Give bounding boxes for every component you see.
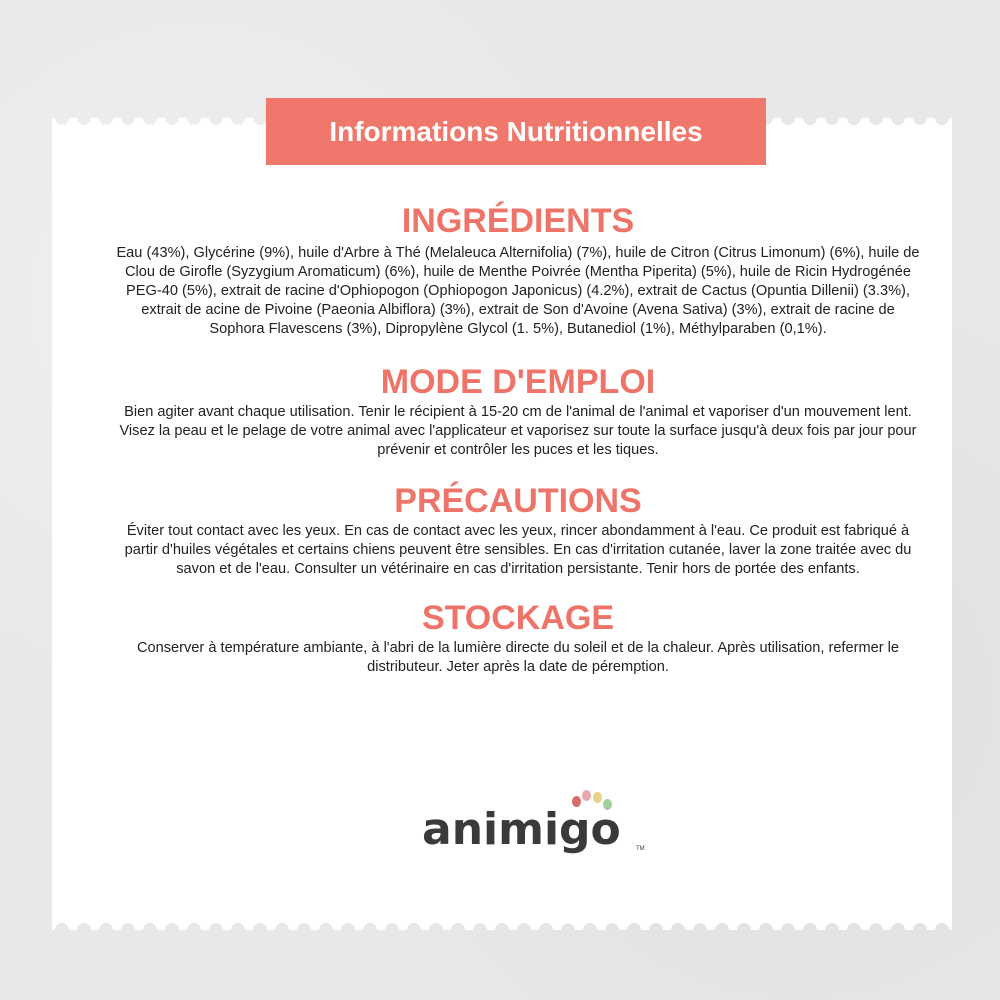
banner-title: Informations Nutritionnelles xyxy=(329,115,703,147)
usage-heading: MODE D'EMPLOI xyxy=(380,363,656,401)
title-banner xyxy=(266,98,766,165)
logo-wordmark: animigo xyxy=(422,804,621,855)
storage-text: Conserver à température ambiante, à l'abri de la lumière directe du soleil et de la chaleur. Après utilisation, refermer le distributeur. Jeter après la date de péremption. xyxy=(136,640,900,675)
info-content xyxy=(108,200,928,677)
ingredients-text: Eau (43%), Glycérine (9%), huile d'Arbre à Thé (Melaleuca Alternifolia) (7%), huile de Citron (Citrus Limonum) (6%), huile de Clou de Girofle (Syzygium Aromaticum) (6%), huile de Menthe Poivrée (Mentha Piperita) (5%), huile de Ricin Hydrogénée PEG-40 (5%), extrait de racine d'Ophiopogon (Ophiopogon Japonicus) (4.2%), extrait de Cactus (Opuntia Dillenii) (3.3%), extrait de acine de Pivoine (Paeonia Albiflora) (3%), extrait de Son d'Avoine (Avena Sativa) (3%), extrait de racine de Sophora Flavescens (3%), Dipropylène Glycol (1. 5%), Butanediol (1%), Méthylparaben (0,1%). xyxy=(116,245,920,337)
ingredients-heading: INGRÉDIENTS xyxy=(401,202,635,240)
usage-section xyxy=(108,361,928,460)
ingredients-section xyxy=(108,200,928,339)
trademark-mark: TM xyxy=(636,846,645,852)
precautions-text: Éviter tout contact avec les yeux. En cas de contact avec les yeux, rincer abondamment à l'eau. Ce produit est fabriqué à partir d'huiles végétales et certains chiens peuvent être sensibles. En cas d'irritation cutanée, laver la zone traitée avec du savon et de l'eau. Consulter un vétérinaire en cas d'irritation persistante. Tenir hors de portée des enfants. xyxy=(124,523,912,577)
storage-section xyxy=(108,597,928,677)
precautions-section xyxy=(108,480,928,579)
storage-heading: STOCKAGE xyxy=(421,599,615,637)
usage-text: Bien agiter avant chaque utilisation. Tenir le récipient à 15-20 cm de l'animal de l'animal et vaporiser d'un mouvement lent. Visez la peau et le pelage de votre animal avec l'applicateur et vaporisez sur toute la surface jusqu'à deux fois par jour pour prévenir et contrôler les puces et les tiques. xyxy=(119,404,917,458)
paw-dot-pink-icon xyxy=(582,790,591,801)
animigo-logo xyxy=(422,790,652,856)
paw-dot-yellow-icon xyxy=(593,792,602,803)
precautions-heading: PRÉCAUTIONS xyxy=(394,482,642,520)
